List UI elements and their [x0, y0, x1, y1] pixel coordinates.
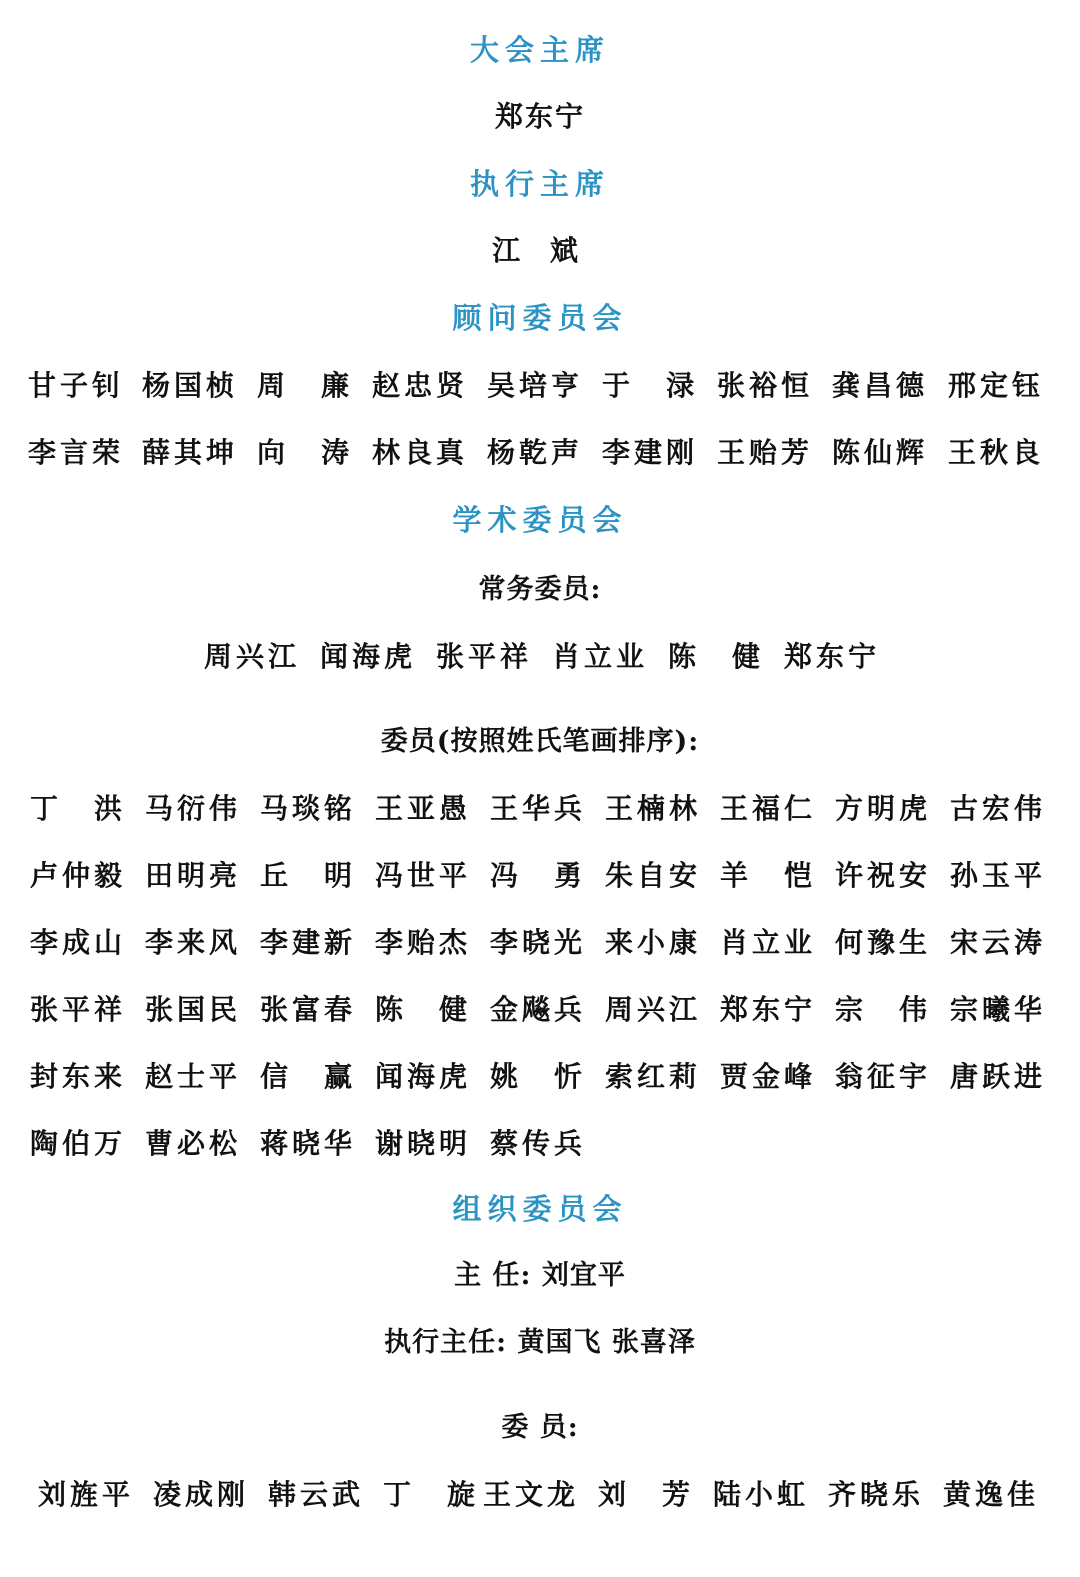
person-name [145, 1057, 237, 1097]
person-name-text: 林良真 [372, 436, 464, 469]
person-name-text: 姚 忻 [490, 1060, 582, 1093]
person-name-text: 陆小虹 [713, 1478, 805, 1511]
person-name [490, 1124, 582, 1164]
person-name [153, 1475, 245, 1515]
person-name [145, 923, 237, 963]
person-name-text: 周 廉 [257, 369, 349, 402]
person-name-text: 周兴江 [605, 993, 697, 1026]
person-name-text: 李贻杰 [375, 926, 467, 959]
person-name [835, 789, 927, 829]
person-name [948, 433, 1040, 473]
person-name [720, 923, 812, 963]
organizing-exec-director: 执行主任: 黄国飞 张喜泽 [384, 1327, 696, 1358]
name-row [0, 433, 1080, 473]
person-name-text: 张富春 [260, 993, 352, 1026]
person-name [257, 366, 349, 406]
person-name [490, 856, 582, 896]
person-name-text: 宗 伟 [835, 993, 927, 1026]
person-name [28, 433, 120, 473]
person-name [828, 1475, 920, 1515]
person-name-text: 翁征宇 [835, 1060, 927, 1093]
person-name-text: 王楠林 [605, 792, 697, 825]
person-name [30, 990, 122, 1030]
person-name [260, 856, 352, 896]
person-name-text: 冯 勇 [490, 859, 582, 892]
person-name [38, 1475, 130, 1515]
person-name [30, 923, 122, 963]
person-name-text: 孙玉平 [950, 859, 1042, 892]
person-name-text: 刘旌平 [38, 1478, 130, 1511]
section-title-executive-chair: 执行主席 [469, 167, 610, 201]
person-name-text: 李来风 [145, 926, 237, 959]
person-name [490, 1057, 582, 1097]
name-row [0, 789, 1080, 829]
person-name-text: 马衍伟 [145, 792, 237, 825]
person-name-text: 张国民 [145, 993, 237, 1026]
person-name-text: 信 赢 [260, 1060, 352, 1093]
person-name-text: 黄逸佳 [943, 1478, 1035, 1511]
person-name [268, 1475, 360, 1515]
standing-member-text: 张平祥 [436, 640, 528, 673]
person-name-text: 李晓光 [490, 926, 582, 959]
section-title-advisory: 顾问委员会 [452, 301, 628, 335]
person-name-text: 齐晓乐 [828, 1478, 920, 1511]
person-name [605, 990, 697, 1030]
name-row [0, 366, 1080, 406]
person-name-text: 张平祥 [30, 993, 122, 1026]
person-name-text: 唐跃进 [950, 1060, 1042, 1093]
person-name-text: 朱自安 [605, 859, 697, 892]
person-name [260, 789, 352, 829]
person-name [375, 990, 467, 1030]
person-name [375, 923, 467, 963]
person-name [145, 1124, 237, 1164]
section-title-academic: 学术委员会 [452, 503, 628, 537]
person-name-text: 杨国桢 [142, 369, 234, 402]
person-name [950, 789, 1042, 829]
person-name [605, 789, 697, 829]
person-name-text: 陈 健 [375, 993, 467, 1026]
person-name-text: 谢晓明 [375, 1127, 467, 1160]
person-name-text: 赵忠贤 [372, 369, 464, 402]
person-name [145, 990, 237, 1030]
person-name [832, 366, 924, 406]
standing-member-name [668, 637, 760, 677]
person-name [30, 1124, 122, 1164]
person-name [950, 923, 1042, 963]
person-name [950, 990, 1042, 1030]
person-name-text: 丁 旋 [383, 1478, 475, 1511]
person-name-text: 曹必松 [145, 1127, 237, 1160]
person-name [605, 856, 697, 896]
person-name-text: 丁 洪 [30, 792, 122, 825]
person-name-text: 许祝安 [835, 859, 927, 892]
name-row [0, 1475, 1080, 1515]
person-name [260, 1057, 352, 1097]
person-name [598, 1475, 690, 1515]
person-name [30, 856, 122, 896]
person-name-text: 凌成刚 [153, 1478, 245, 1511]
person-name-text: 李成山 [30, 926, 122, 959]
person-name [835, 990, 927, 1030]
person-name [487, 366, 579, 406]
name-row [0, 990, 1080, 1030]
person-name-text: 于 渌 [602, 369, 694, 402]
person-name [835, 1057, 927, 1097]
standing-member-text: 周兴江 [204, 640, 296, 673]
person-name-text: 卢仲毅 [30, 859, 122, 892]
person-name-text: 羊 恺 [720, 859, 812, 892]
section-title-organizing: 组织委员会 [452, 1192, 628, 1226]
person-name-text: 闻海虎 [375, 1060, 467, 1093]
person-name-text: 蒋晓华 [260, 1127, 352, 1160]
person-name-text: 向 涛 [257, 436, 349, 469]
standing-member-name [320, 637, 412, 677]
person-name-text: 田明亮 [145, 859, 237, 892]
executive-chair-name: 江 斌 [492, 234, 588, 267]
person-name-text: 张裕恒 [717, 369, 809, 402]
person-name [483, 1475, 575, 1515]
person-name-text: 甘子钊 [28, 369, 120, 402]
academic-standing-label: 常务委员: [478, 574, 602, 605]
person-name-text: 吴培亨 [487, 369, 579, 402]
person-name [717, 433, 809, 473]
person-name-text: 王文龙 [483, 1478, 575, 1511]
person-name [832, 433, 924, 473]
person-name [30, 789, 122, 829]
person-name-text: 方明虎 [835, 792, 927, 825]
congress-chair-name: 郑东宁 [494, 100, 585, 133]
person-name-text: 陶伯万 [30, 1127, 122, 1160]
person-name-text: 薛其坤 [142, 436, 234, 469]
person-name-text: 赵士平 [145, 1060, 237, 1093]
name-row [0, 1057, 1080, 1097]
person-name [720, 856, 812, 896]
person-name-text: 贾金峰 [720, 1060, 812, 1093]
person-name-text: 宗曦华 [950, 993, 1042, 1026]
person-name-text: 王华兵 [490, 792, 582, 825]
person-name-text: 王秋良 [948, 436, 1040, 469]
standing-member-name [436, 637, 528, 677]
person-name [260, 1124, 352, 1164]
person-name [142, 433, 234, 473]
name-row [0, 923, 1080, 963]
person-name [490, 789, 582, 829]
person-name [372, 366, 464, 406]
person-name [602, 366, 694, 406]
person-name-text: 李建刚 [602, 436, 694, 469]
standing-member-name [552, 637, 644, 677]
person-name-text: 刘 芳 [598, 1478, 690, 1511]
person-name-text: 李建新 [260, 926, 352, 959]
person-name [602, 433, 694, 473]
person-name-text: 封东来 [30, 1060, 122, 1093]
person-name-text: 郑东宁 [720, 993, 812, 1026]
person-name [30, 1057, 122, 1097]
standing-member-text: 肖立业 [552, 640, 644, 673]
organizing-director: 主 任: 刘宜平 [454, 1260, 626, 1291]
person-name [145, 856, 237, 896]
person-name-text: 陈仙辉 [832, 436, 924, 469]
person-name-text: 何豫生 [835, 926, 927, 959]
person-name-text: 王福仁 [720, 792, 812, 825]
person-name [943, 1475, 1035, 1515]
person-name-text: 宋云涛 [950, 926, 1042, 959]
person-name-text: 来小康 [605, 926, 697, 959]
academic-members-label: 委员(按照姓氏笔画排序): [380, 726, 700, 757]
person-name [375, 856, 467, 896]
person-name [605, 923, 697, 963]
person-name-text: 王贻芳 [717, 436, 809, 469]
person-name [145, 789, 237, 829]
standing-member-text: 闻海虎 [320, 640, 412, 673]
person-name [713, 1475, 805, 1515]
person-name [605, 1057, 697, 1097]
person-name-text: 蔡传兵 [490, 1127, 582, 1160]
person-name [950, 1057, 1042, 1097]
organizing-members-label: 委 员: [501, 1412, 579, 1443]
person-name-text: 丘 明 [260, 859, 352, 892]
person-name [950, 856, 1042, 896]
person-name [835, 923, 927, 963]
person-name [142, 366, 234, 406]
person-name-text: 马琰铭 [260, 792, 352, 825]
person-name [375, 1124, 467, 1164]
person-name [490, 990, 582, 1030]
person-name-text: 冯世平 [375, 859, 467, 892]
section-title-congress-chair: 大会主席 [469, 33, 610, 67]
standing-member-text: 陈 健 [668, 640, 760, 673]
standing-member-name [784, 637, 876, 677]
person-name-text: 龚昌德 [832, 369, 924, 402]
person-name [720, 990, 812, 1030]
person-name [260, 923, 352, 963]
person-name [835, 856, 927, 896]
person-name [720, 789, 812, 829]
standing-member-name [204, 637, 296, 677]
person-name [375, 789, 467, 829]
standing-member-text: 郑东宁 [784, 640, 876, 673]
person-name [28, 366, 120, 406]
person-name [375, 1057, 467, 1097]
person-name-text: 李言荣 [28, 436, 120, 469]
person-name [257, 433, 349, 473]
person-name [490, 923, 582, 963]
person-name-text: 肖立业 [720, 926, 812, 959]
person-name-text: 索红莉 [605, 1060, 697, 1093]
person-name-text: 王亚愚 [375, 792, 467, 825]
name-row [0, 1124, 1080, 1164]
person-name-text: 韩云武 [268, 1478, 360, 1511]
academic-standing-row [0, 637, 1080, 677]
person-name-text: 金飚兵 [490, 993, 582, 1026]
name-row [0, 856, 1080, 896]
person-name-text: 古宏伟 [950, 792, 1042, 825]
person-name [487, 433, 579, 473]
person-name [720, 1057, 812, 1097]
person-name [717, 366, 809, 406]
person-name [372, 433, 464, 473]
person-name [383, 1475, 475, 1515]
person-name-text: 杨乾声 [487, 436, 579, 469]
person-name [260, 990, 352, 1030]
person-name [948, 366, 1040, 406]
person-name-text: 邢定钰 [948, 369, 1040, 402]
